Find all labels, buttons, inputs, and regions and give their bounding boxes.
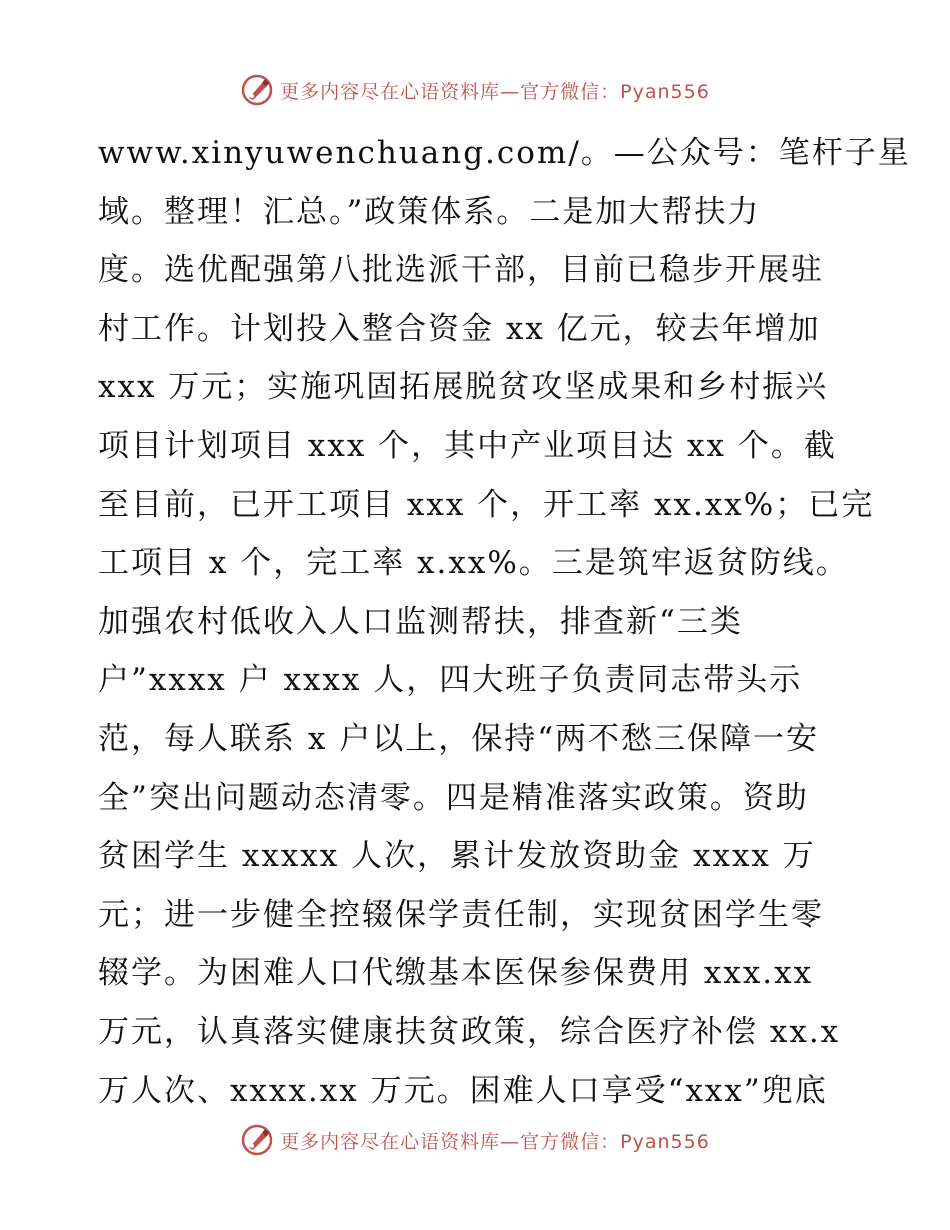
body-text-line: 村工作。计划投入整合资金 xx 亿元，较去年增加 [98, 310, 821, 347]
body-text-line: www.xinyuwenchuang.com/。—公众号：笔杆子星 [98, 135, 911, 171]
body-text-line: 辍学。为困难人口代缴基本医保参保费用 xxx.xx [98, 955, 814, 992]
body-text-line: 加强农村低收入人口监测帮扶，排查新“三类 [98, 603, 743, 640]
body-text-line: 万人次、xxxx.xx 万元。困难人口享受“xxx”兜底 [98, 1072, 828, 1109]
body-text-line: 域。整理！汇总。”政策体系。二是加大帮扶力 [98, 193, 761, 230]
header-banner-text: 更多内容尽在心语资料库—官方微信：Pyan556 [280, 80, 710, 103]
body-text-line: xxx 万元；实施巩固拓展脱贫攻坚成果和乡村振兴 [98, 369, 829, 406]
footer-banner [0, 1122, 950, 1158]
body-text-line: 度。选优配强第八批选派干部，目前已稳步开展驻 [98, 252, 824, 289]
fountain-pen-logo-icon [240, 73, 274, 107]
body-text-line: 贫困学生 xxxxx 人次，累计发放资助金 xxxx 万 [98, 838, 816, 875]
footer-banner-text: 更多内容尽在心语资料库—官方微信：Pyan556 [280, 1130, 710, 1153]
body-text-line: 全”突出问题动态清零。四是精准落实政策。资助 [98, 779, 809, 816]
body-text-line: 万元，认真落实健康扶贫政策，综合医疗补偿 xx.x [98, 1013, 841, 1050]
body-text-line: 范，每人联系 x 户以上，保持“两不愁三保障一安 [98, 720, 820, 757]
header-banner [0, 72, 950, 108]
body-text-line: 至目前，已开工项目 xxx 个，开工率 xx.xx%；已完 [98, 486, 875, 523]
body-text-line: 项目计划项目 xxx 个，其中产业项目达 xx 个。截 [98, 427, 837, 464]
fountain-pen-logo-icon [240, 1123, 274, 1157]
body-text-line: 元；进一步健全控辍保学责任制，实现贫困学生零 [98, 896, 824, 933]
document-body [98, 124, 911, 1120]
body-text-line: 工项目 x 个，完工率 x.xx%。三是筑牢返贫防线。 [98, 545, 849, 582]
body-text-line: 户”xxxx 户 xxxx 人，四大班子负责同志带头示 [98, 662, 803, 699]
